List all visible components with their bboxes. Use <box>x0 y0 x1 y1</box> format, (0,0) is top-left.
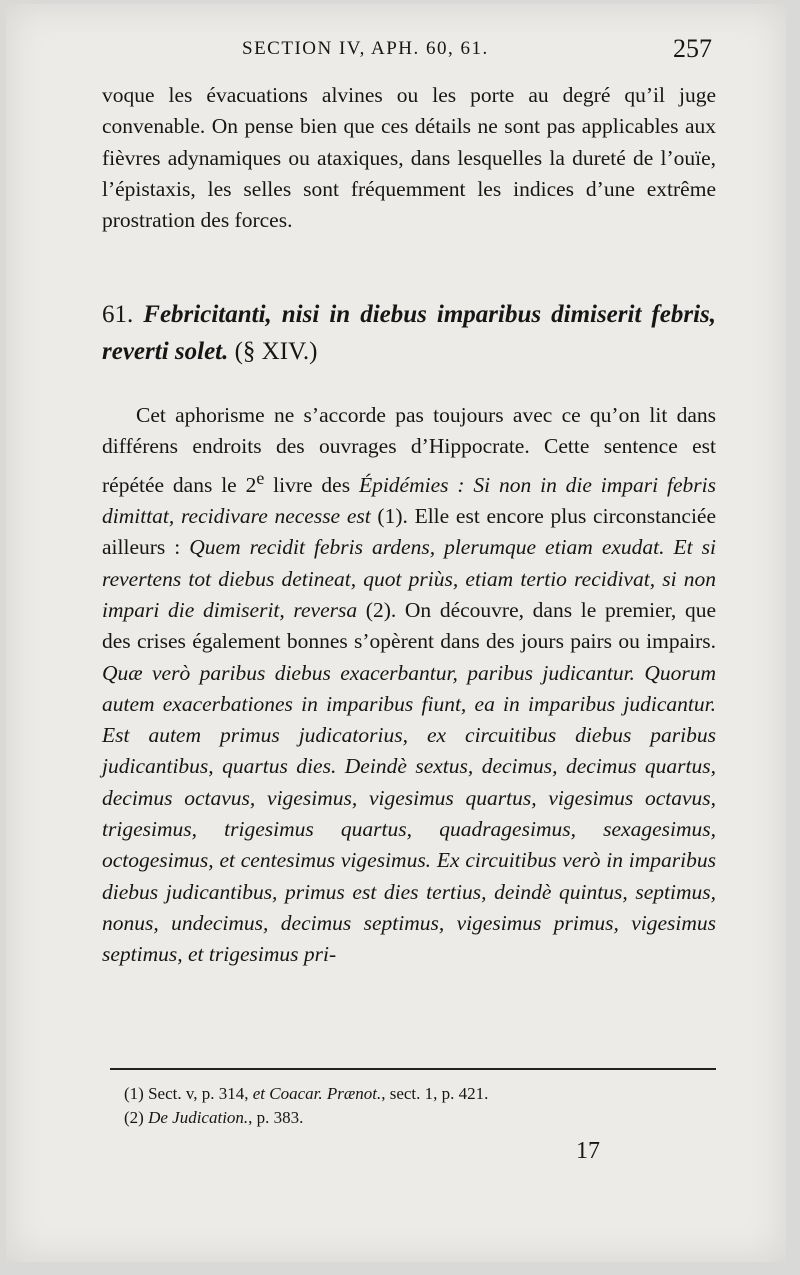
commentary-s2: livre des <box>264 472 359 497</box>
aphorism <box>102 296 716 370</box>
aphorism-number: 61. <box>102 301 134 328</box>
book-page <box>6 4 786 1262</box>
footnote-2-a: (2) <box>124 1108 149 1127</box>
commentary-latin-1: Épidémies : Si non in die impari febris dimittat, recidivare necesse est <box>102 472 716 529</box>
footnote-1-b: et Coacar. Prænot. <box>252 1084 382 1103</box>
page-header <box>102 34 716 72</box>
footnote-1-c: , sect. 1, p. 421. <box>381 1084 489 1103</box>
footnote-rule <box>110 1068 716 1070</box>
footnote-1-a: (1) Sect. v, p. 314, <box>124 1084 253 1103</box>
running-title: SECTION IV, APH. 60, 61. <box>242 38 489 59</box>
aphorism-reference: (§ XIV.) <box>234 338 318 365</box>
footnote-2-c: , p. 383. <box>248 1108 304 1127</box>
continuation-paragraph <box>102 80 716 236</box>
commentary-s1-sup: e <box>256 467 265 488</box>
commentary-latin-2: Quem recidit febris ardens, plerumque etiam exudat. Et si revertens tot diebus detineat, quot priùs, etiam tertio recidivat, si non impari die dimiserit, reversa <box>102 535 716 622</box>
continuation-text: voque les évacuations alvines ou les porte au degré qu’il juge convenable. On pense bien que ces détails ne sont pas applicables aux fièvres adynamiques ou ataxiques, dans lesquelles la dureté de l’ouïe, l’épistaxis, les selles sont fréquemment les indices d’une extrême prostration des forces. <box>102 83 716 233</box>
commentary-latin-3: Quæ verò paribus diebus exacerbantur, paribus judicantur. Quorum autem exacerbationes in imparibus fiunt, ea in imparibus judicantur. Est autem primus judicatorius, ex circuitibus diebus paribus judicantibus, quartus dies. Deindè sextus, decimus, decimus quartus, decimus octavus, vigesimus, vigesimus quartus, vigesimus octavus, trigesimus, trigesimus quartus, quadragesimus, sexagesimus, octogesimus, et centesimus vigesimus. Ex circuitibus verò in imparibus diebus judicantibus, primus est dies tertius, deindè quintus, septimus, nonus, undecimus, decimus septimus, vigesimus primus, vigesimus septimus, et trigesimus pri- <box>102 660 716 967</box>
footnote-1 <box>124 1082 488 1106</box>
footnotes <box>124 1082 488 1130</box>
aphorism-text: Febricitanti, nisi in diebus imparibus dimiserit febris, reverti solet. <box>102 301 717 365</box>
footnote-2-b: De Judication. <box>148 1108 249 1127</box>
commentary-s1: Cet aphorisme ne s’accorde pas toujours avec ce qu’on lit dans différens endroits des ouvrages d’Hippocrate. Cette sentence est répétée dans le 2 <box>102 403 716 497</box>
footnote-2 <box>124 1106 488 1130</box>
signature-mark: 17 <box>576 1138 600 1164</box>
page-number: 257 <box>673 34 712 63</box>
commentary-s6: (2). On découvre, dans le premier, que des crises également bonnes s’opèrent dans des jours pairs ou impairs. <box>102 597 717 654</box>
commentary <box>102 400 716 971</box>
commentary-s4: (1). Elle est encore plus circonstanciée ailleurs : <box>102 504 717 560</box>
commentary-paragraph <box>102 400 716 971</box>
